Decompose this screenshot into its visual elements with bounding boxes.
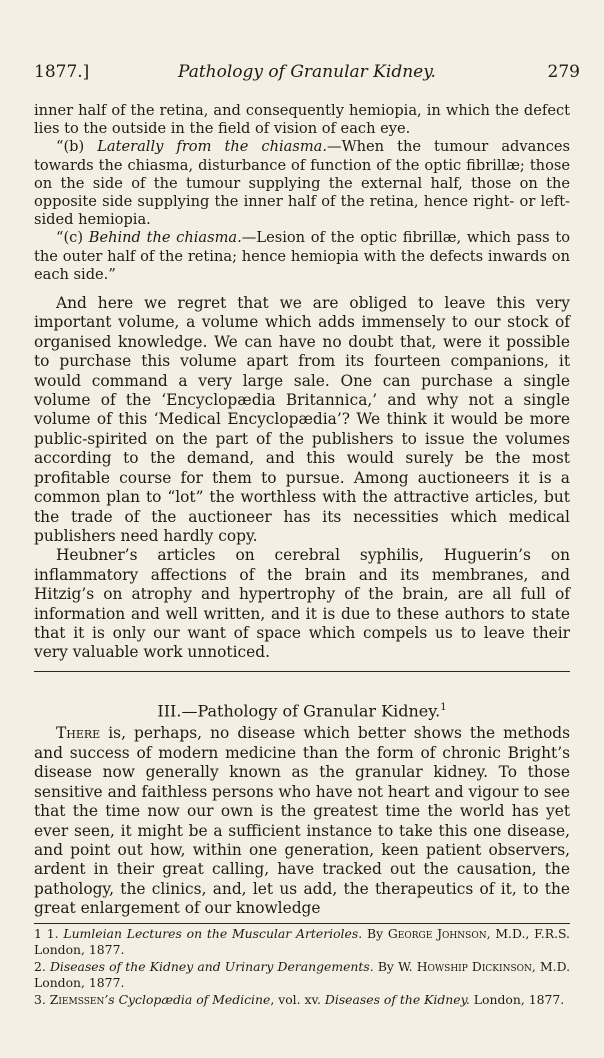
footnote-2-number: 2. — [34, 958, 50, 974]
footnote-3-author: Ziemssen — [49, 991, 105, 1007]
quote-heading-b: Laterally from the chiasma. — [97, 138, 328, 156]
footnote-2-title: Diseases of the Kidney and Urinary Derangements. — [49, 958, 374, 974]
section-divider — [34, 671, 570, 672]
section-first-word: There — [56, 724, 101, 743]
quote-paragraph-3 — [34, 229, 570, 284]
footnote-3 — [34, 992, 570, 1009]
quoted-passage — [34, 102, 570, 284]
quote-text-b: —When the tumour advances towards the chiasma, disturbance of function of the optic fibrillæ; those on the side of the tumour supplying the external half, those on the opposite side supplying the inner half of the retina, hence right- or left-sided hemiopia. — [34, 138, 571, 229]
footnote-1-rest: , M.D., F.R.S. London, 1877. — [34, 925, 570, 958]
footnote-3-number: 3. — [34, 991, 50, 1007]
footnote-2-author: Howship Dickinson — [416, 958, 532, 974]
footnote-marker: 1 — [440, 701, 447, 713]
quote-paragraph-1: inner half of the retina, and consequently hemiopia, in which the defect lies to the outside in the field of vision of each eye. — [34, 102, 570, 138]
footnote-3-subtitle: Diseases of the Kidney. — [324, 991, 470, 1007]
header-year: 1877.] — [34, 62, 90, 82]
quote-lead-b: “(b) — [56, 138, 98, 156]
quote-heading-c: Behind the chiasma. — [88, 229, 242, 247]
running-header — [34, 62, 580, 90]
quote-lead-c: “(c) — [56, 229, 89, 247]
footnote-2-rest: , M.D. London, 1877. — [34, 958, 571, 991]
page-body — [34, 102, 570, 1008]
footnote-3-volume: , vol. xv. — [270, 991, 325, 1007]
footnote-2-by: By W. — [373, 958, 417, 974]
review-paragraph-1: And here we regret that we are obliged to leave this very important volume, a volume which adds immensely to our stock of organised knowledge. We can have no doubt that, were it possible to purchase this volume apart from its fourteen companions, it would command a very large sale. One can purchase a single volume of the ‘Encyclopædia Britannica,’ and why not a single volume of this ‘Medical Encyclopædia’? We think it would be more public-spirited on the part of the publishers to issue the volumes according to the demand, and this would surely be the most profitable course for them to pursue. Among auctioneers it is a common plan to “lot” the worthless with the attractive articles, but the trade of the auctioneer has its necessities which medical publishers need hardly copy. — [34, 294, 570, 545]
footnote-3-rest: London, 1877. — [469, 991, 565, 1007]
footnote-1-title: Lumleian Lectures on the Muscular Arterioles. — [63, 925, 363, 941]
footnote-1-by: By — [362, 925, 388, 941]
footnote-rule — [34, 923, 570, 924]
footnote-2 — [34, 959, 570, 992]
review-paragraph-2: Heubner’s articles on cerebral syphilis, Huguerin’s on inflammatory affections of the brain and its membranes, and Hitzig’s on atrophy and hypertrophy of the brain, are all full of information and well written, and it is due to these authors to state that it is only our want of space which compels us to leave their very valuable work unnoticed. — [34, 546, 570, 662]
page-number: 279 — [547, 62, 580, 82]
section-heading-text: III.—Pathology of Granular Kidney. — [157, 701, 441, 721]
footnote-1-number: 1 1. — [34, 925, 64, 941]
footnote-1-author: George Johnson — [387, 925, 487, 941]
header-title: Pathology of Granular Kidney. — [178, 62, 436, 82]
section-paragraph — [34, 724, 570, 918]
footnote-3-title: ’s Cyclopædia of Medicine — [104, 991, 271, 1007]
quote-paragraph-2 — [34, 138, 570, 229]
section-text: is, perhaps, no disease which better shows the methods and success of modern medicine than the form of chronic Bright’s disease now generally known as the granular kidney. To those sensitive and faithless persons who have not heart and vigour to see that the time now our own is the greatest time the world has yet ever seen, it might be a sufficient instance to take this one disease, and point out how, within one generation, keen patient observers, ardent in their great calling, have tracked out the causation, the pathology, the clinics, and, let us add, the therapeutics of it, to the great enlargement of our knowledge — [34, 724, 570, 918]
footnote-1 — [34, 926, 570, 959]
section-heading — [34, 698, 570, 721]
quote-text-c: —Lesion of the optic fibrillæ, which pass to the outer half of the retina; hence hemiopia with the defects inwards on each side.” — [34, 229, 570, 283]
